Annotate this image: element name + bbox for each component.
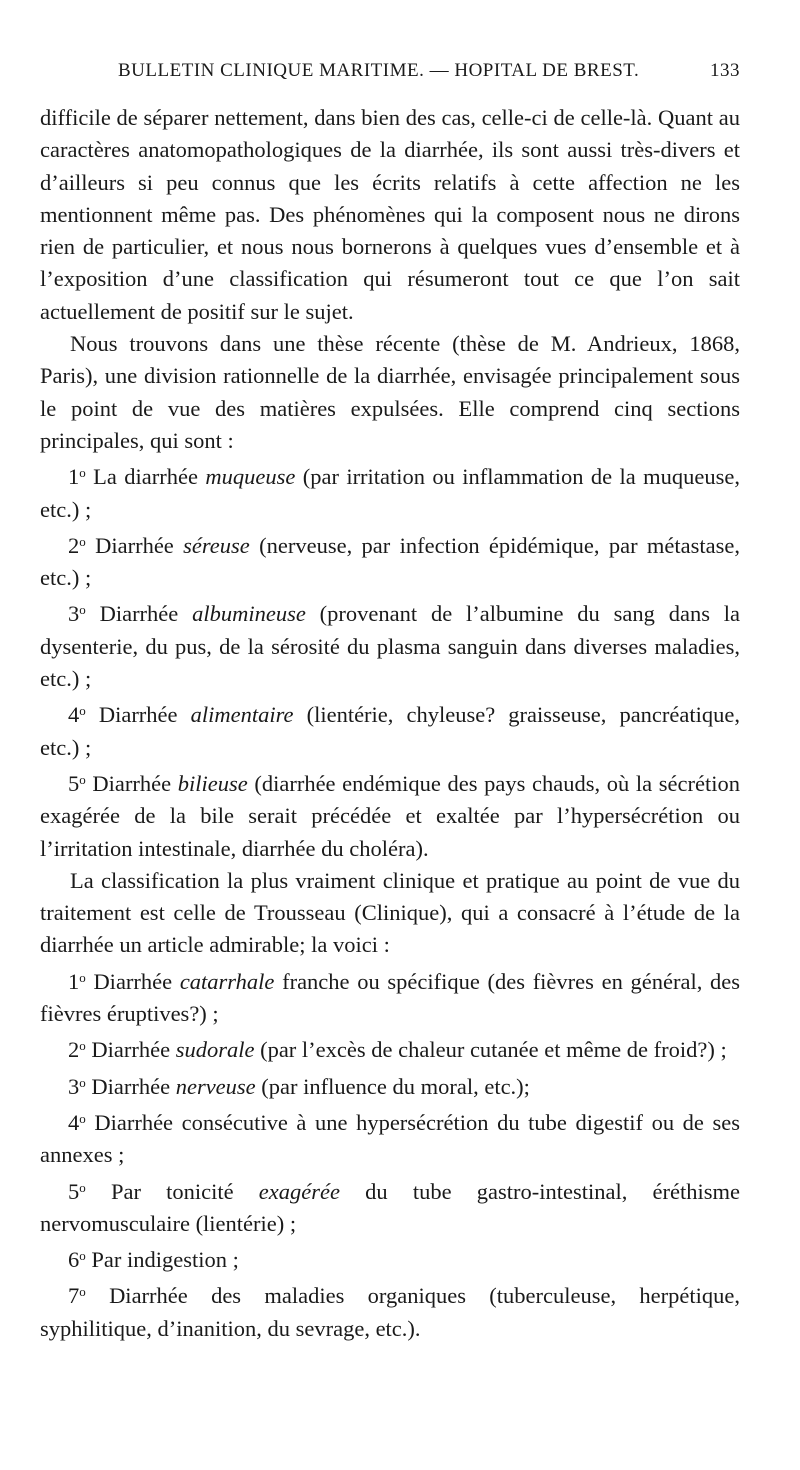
list-item: 2$^o$ Diarrhée séreuse (nerveuse, par infection épidémique, par métastase, etc.) ; (40, 532, 741, 591)
running-title: BULLETIN CLINIQUE MARITIME. — HOPITAL DE BREST. (118, 60, 640, 81)
item-term: alimentaire (190, 702, 294, 728)
item-number: 1$^o$ (68, 968, 86, 994)
item-number: 1$^o$ (68, 464, 86, 490)
item-term: sudorale (175, 1037, 255, 1063)
item-term: séreuse (183, 532, 250, 558)
list-item: 7$^o$ Diarrhée des maladies organiques (tuberculeuse, herpétique, syphilitique, d’inanition, du sevrage, etc.). (40, 1283, 740, 1341)
list-item: 1$^o$ La diarrhée muqueuse (par irritation ou inflammation de la muqueuse, etc.) ; (40, 464, 740, 522)
andrieux-classification-list (40, 457, 740, 865)
item-number: 7$^o$ (68, 1283, 86, 1309)
list-item: 4$^o$ Diarrhée alimentaire (lientérie, chyleuse? graisseuse, pancréatique, etc.) ; (40, 702, 740, 760)
paragraph-continuation: difficile de séparer nettement, dans bien des cas, celle-ci de celle-là. Quant au caractères anatomopathologiques de la diarrhée, ils sont aussi très-divers et d’ailleurs si peu connus que les écrits relatifs à cette affection ne les mentionnent même pas. Des phénomènes qui la composent nous ne dirons rien de particulier, et nous nous bornerons à quelques vues d’ensemble et à l’exposition d’une classification qui résumeront tout ce que l’on sait actuellement de positif sur le sujet. (40, 105, 740, 324)
list-item: 5$^o$ Diarrhée bilieuse (diarrhée endémique des pays chauds, où la sécrétion exagérée de la bile serait précédée et exaltée par l’hypersécrétion ou l’irritation intestinale, diarrhée du choléra). (40, 770, 740, 861)
item-number: 5$^o$ (68, 770, 86, 796)
running-header (118, 60, 740, 90)
paragraph-trousseau: La classification la plus vraiment clinique et pratique au point de vue du traitement est celle de Trousseau (Clinique), qui a consacré à l’étude de la diarrhée un article admirable; la voici : (40, 867, 740, 958)
item-term: bilieuse (177, 770, 248, 796)
list-item: 6$^o$ Par indigestion ; (68, 1247, 239, 1273)
list-item: 4$^o$ Diarrhée consécutive à une hypersécrétion du tube digestif ou de ses annexes ; (40, 1109, 740, 1168)
item-number: 4$^o$ (68, 702, 86, 728)
item-number: 5$^o$ (68, 1178, 86, 1204)
list-item: 1$^o$ Diarrhée catarrhale franche ou spécifique (des fièvres en général, des fièvres éruptives?) ; (40, 968, 740, 1027)
list-item: 3$^o$ Diarrhée albumineuse (provenant de l’albumine du sang dans la dysenterie, du pus, de la sérosité du plasma sanguin dans diverses maladies, etc.) ; (40, 601, 741, 692)
item-term: catarrhale (179, 968, 275, 994)
item-number: 3$^o$ (68, 601, 86, 627)
item-term: exagérée (258, 1178, 340, 1204)
item-number: 6$^o$ (68, 1247, 86, 1273)
list-item: 2$^o$ Diarrhée sudorale (par l’excès de chaleur cutanée et même de froid?) ; (68, 1037, 727, 1063)
item-term: albumineuse (192, 601, 306, 627)
item-number: 2$^o$ (68, 532, 86, 558)
item-number: 4$^o$ (68, 1109, 86, 1135)
list-item: 5$^o$ Par tonicité exagérée du tube gastro-intestinal, éréthisme nervomusculaire (lientérie) ; (40, 1178, 740, 1236)
page-number: 133 (710, 60, 740, 81)
item-number: 3$^o$ (68, 1073, 86, 1099)
list-item: 3$^o$ Diarrhée nerveuse (par influence du moral, etc.); (68, 1073, 530, 1099)
item-number: 2$^o$ (68, 1037, 86, 1063)
trousseau-classification-list (40, 962, 740, 1345)
paragraph-andrieux: Nous trouvons dans une thèse récente (thèse de M. Andrieux, 1868, Paris), une division rationnelle de la diarrhée, envisagée principalement sous le point de vue des matières expulsées. Elle comprend cinq sections principales, qui sont : (40, 331, 740, 453)
item-term: muqueuse (205, 464, 296, 490)
item-term: nerveuse (175, 1073, 256, 1099)
body-text (40, 102, 740, 1345)
